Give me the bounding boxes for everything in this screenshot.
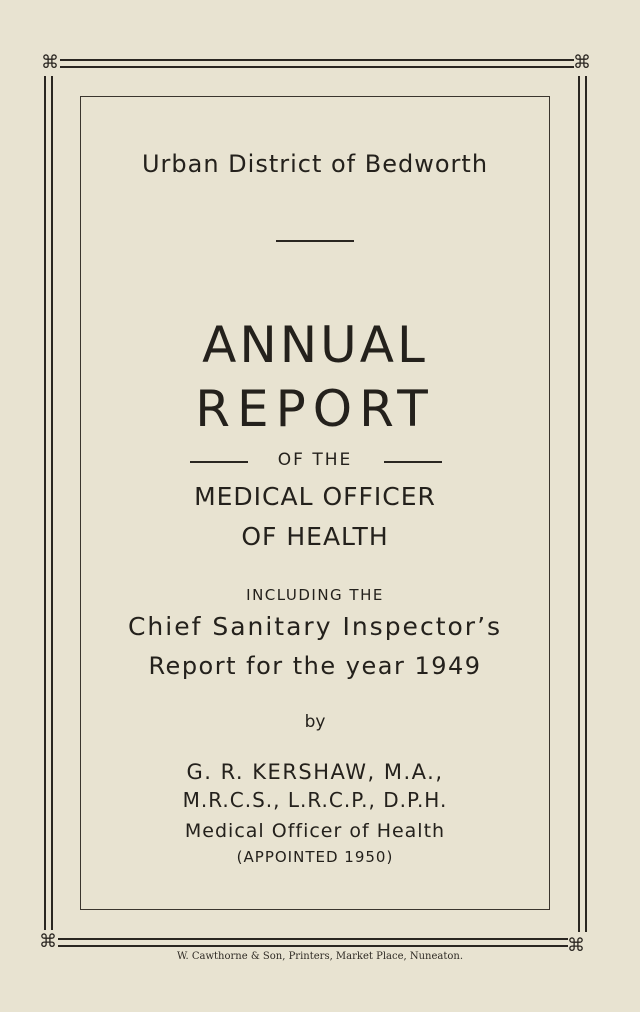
by-label: by <box>304 712 326 732</box>
dash-right <box>384 461 442 463</box>
district-name: Urban District of Bedworth <box>141 150 489 178</box>
frame-right-inner <box>578 76 580 932</box>
author-title: Medical Officer of Health <box>184 820 446 842</box>
ornament-icon: ⌘ <box>41 52 59 73</box>
of-the-label: OF THE <box>277 450 353 470</box>
appointed-note: (APPOINTED 1950) <box>236 848 394 866</box>
report-year-line: Report for the year 1949 <box>148 652 482 680</box>
frame-top-inner <box>60 66 574 68</box>
ornament-icon: ⌘ <box>567 935 585 956</box>
author-name: G. R. KERSHAW, M.A., <box>186 760 444 784</box>
ornament-icon: ⌘ <box>573 52 591 73</box>
ornament-icon: ⌘ <box>39 931 57 952</box>
chief-inspector-line: Chief Sanitary Inspector’s <box>127 612 503 641</box>
frame-bottom-inner <box>58 945 568 947</box>
heading-annual: ANNUAL <box>202 316 428 374</box>
including-label: INCLUDING THE <box>246 586 384 604</box>
frame-left-outer <box>44 76 46 930</box>
frame-left-inner <box>51 76 53 930</box>
frame-right-outer <box>585 76 587 932</box>
officer-line-1: MEDICAL OFFICER <box>194 482 436 511</box>
frame-bottom-outer <box>58 938 568 940</box>
printer-imprint: W. Cawthorne & Son, Printers, Market Place, Nuneaton. <box>176 951 464 962</box>
title-rule <box>276 240 354 242</box>
heading-report: REPORT <box>195 380 435 438</box>
officer-line-2: OF HEALTH <box>241 522 389 551</box>
author-qualifications: M.R.C.S., L.R.C.P., D.P.H. <box>182 788 448 812</box>
frame-top-outer <box>60 59 574 61</box>
